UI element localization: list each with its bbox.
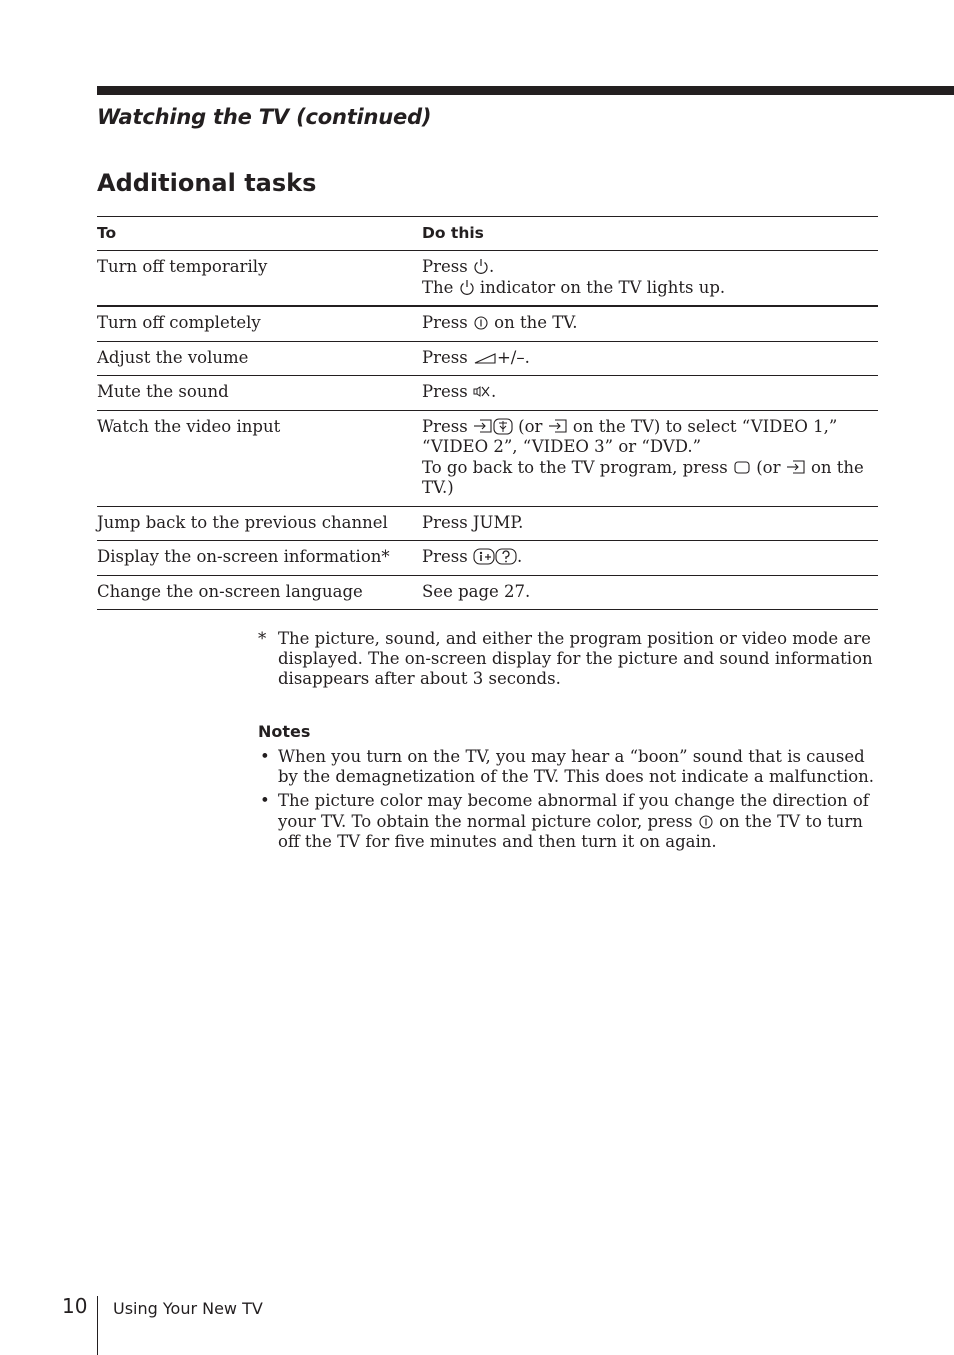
task-label: Watch the video input: [97, 416, 281, 436]
table-row: [97, 507, 878, 542]
instruction-text: Press: [422, 382, 473, 401]
table-row: [97, 541, 878, 576]
note-text: The picture color may become abnormal if you change the direction of your TV. To obtain the normal picture color, press: [278, 791, 869, 831]
note-text: on the TV to turn off the TV for five minutes and then turn it on again.: [278, 811, 863, 851]
tasks-table: [97, 216, 878, 610]
footnote-text: The picture, sound, and either the program position or video mode are displayed. The on-screen display for the picture and sound information disappears after about 3 seconds.: [278, 629, 873, 689]
footnote-mark: *: [258, 629, 267, 648]
instruction-text: The: [422, 277, 459, 297]
footer-section-label: Using Your New TV: [113, 1299, 263, 1318]
bullet: •: [260, 791, 270, 811]
task-instruction: Press JUMP.: [422, 512, 524, 532]
instruction-text: on the: [805, 457, 864, 477]
task-instruction: See page 27.: [422, 581, 531, 601]
main-power-icon: [698, 812, 714, 830]
tv-icon: [733, 458, 751, 476]
muting-icon: [473, 382, 491, 400]
task-instruction: [422, 411, 878, 506]
instruction-text: .: [490, 382, 497, 401]
instruction-text: (or: [750, 457, 786, 477]
table-row: [97, 411, 878, 507]
instruction-text: To go back to the TV program, press: [422, 457, 733, 477]
notes-list: [258, 747, 878, 856]
table-header: [97, 217, 878, 251]
note-item: [258, 791, 878, 852]
instruction-text: +/–.: [496, 347, 530, 367]
task-instruction: [422, 251, 878, 305]
table-row: [97, 307, 878, 342]
notes-title: Notes: [258, 722, 311, 741]
footnote: [258, 629, 878, 690]
task-label: Turn off completely: [97, 313, 261, 332]
task-instruction: [422, 376, 878, 410]
instruction-text: “VIDEO 2”, “VIDEO 3” or “DVD.”: [422, 437, 702, 456]
task-label: Jump back to the previous channel: [97, 512, 388, 532]
standby-power-icon: [473, 257, 489, 275]
task-label: Adjust the volume: [97, 347, 249, 367]
instruction-text: indicator on the TV lights up.: [474, 277, 726, 297]
instruction-text: Press: [422, 257, 473, 276]
task-label: Turn off temporarily: [97, 257, 268, 276]
instruction-text: Press: [422, 416, 473, 436]
table-row: [97, 376, 878, 411]
instruction-text: TV.): [422, 478, 454, 497]
instruction-text: (or: [512, 416, 548, 436]
instruction-text: .: [488, 257, 495, 276]
table-row: [97, 342, 878, 377]
task-instruction: [422, 342, 878, 376]
help-icon: [495, 547, 517, 565]
task-instruction: [422, 541, 878, 575]
footer-divider: [97, 1296, 98, 1355]
task-instruction: [422, 307, 878, 341]
note-text: When you turn on the TV, you may hear a “boon” sound that is caused by the demagnetization of the TV. This does not indicate a malfunction.: [278, 747, 875, 787]
standby-power-icon: [459, 278, 475, 296]
input-select-icon: [473, 417, 493, 435]
task-label: Change the on-screen language: [97, 581, 363, 601]
instruction-text: Press: [422, 347, 473, 367]
input-select-icon: [786, 458, 806, 476]
instruction-text: .: [516, 547, 523, 566]
page-title: Additional tasks: [97, 169, 317, 197]
instruction-text: on the TV.: [488, 313, 578, 332]
volume-icon: [473, 348, 497, 366]
table-row: [97, 576, 878, 611]
instruction-text: on the TV) to select “VIDEO 1,”: [567, 416, 838, 436]
input-select-icon: [548, 417, 568, 435]
input-button-icon: [493, 417, 513, 435]
bullet: •: [260, 747, 270, 766]
info-icon: [473, 547, 495, 565]
column-header-to: To: [97, 224, 117, 242]
task-label: Mute the sound: [97, 382, 229, 401]
page-number: 10: [62, 1294, 88, 1318]
note-item: [258, 747, 878, 787]
task-label: Display the on-screen information*: [97, 547, 390, 566]
table-row: [97, 251, 878, 307]
section-title: Watching the TV (continued): [97, 105, 432, 129]
column-header-do-this: Do this: [422, 224, 484, 242]
header-rule: [97, 86, 954, 95]
instruction-text: Press: [422, 313, 473, 332]
instruction-text: Press: [422, 547, 473, 566]
main-power-icon: [473, 313, 489, 331]
